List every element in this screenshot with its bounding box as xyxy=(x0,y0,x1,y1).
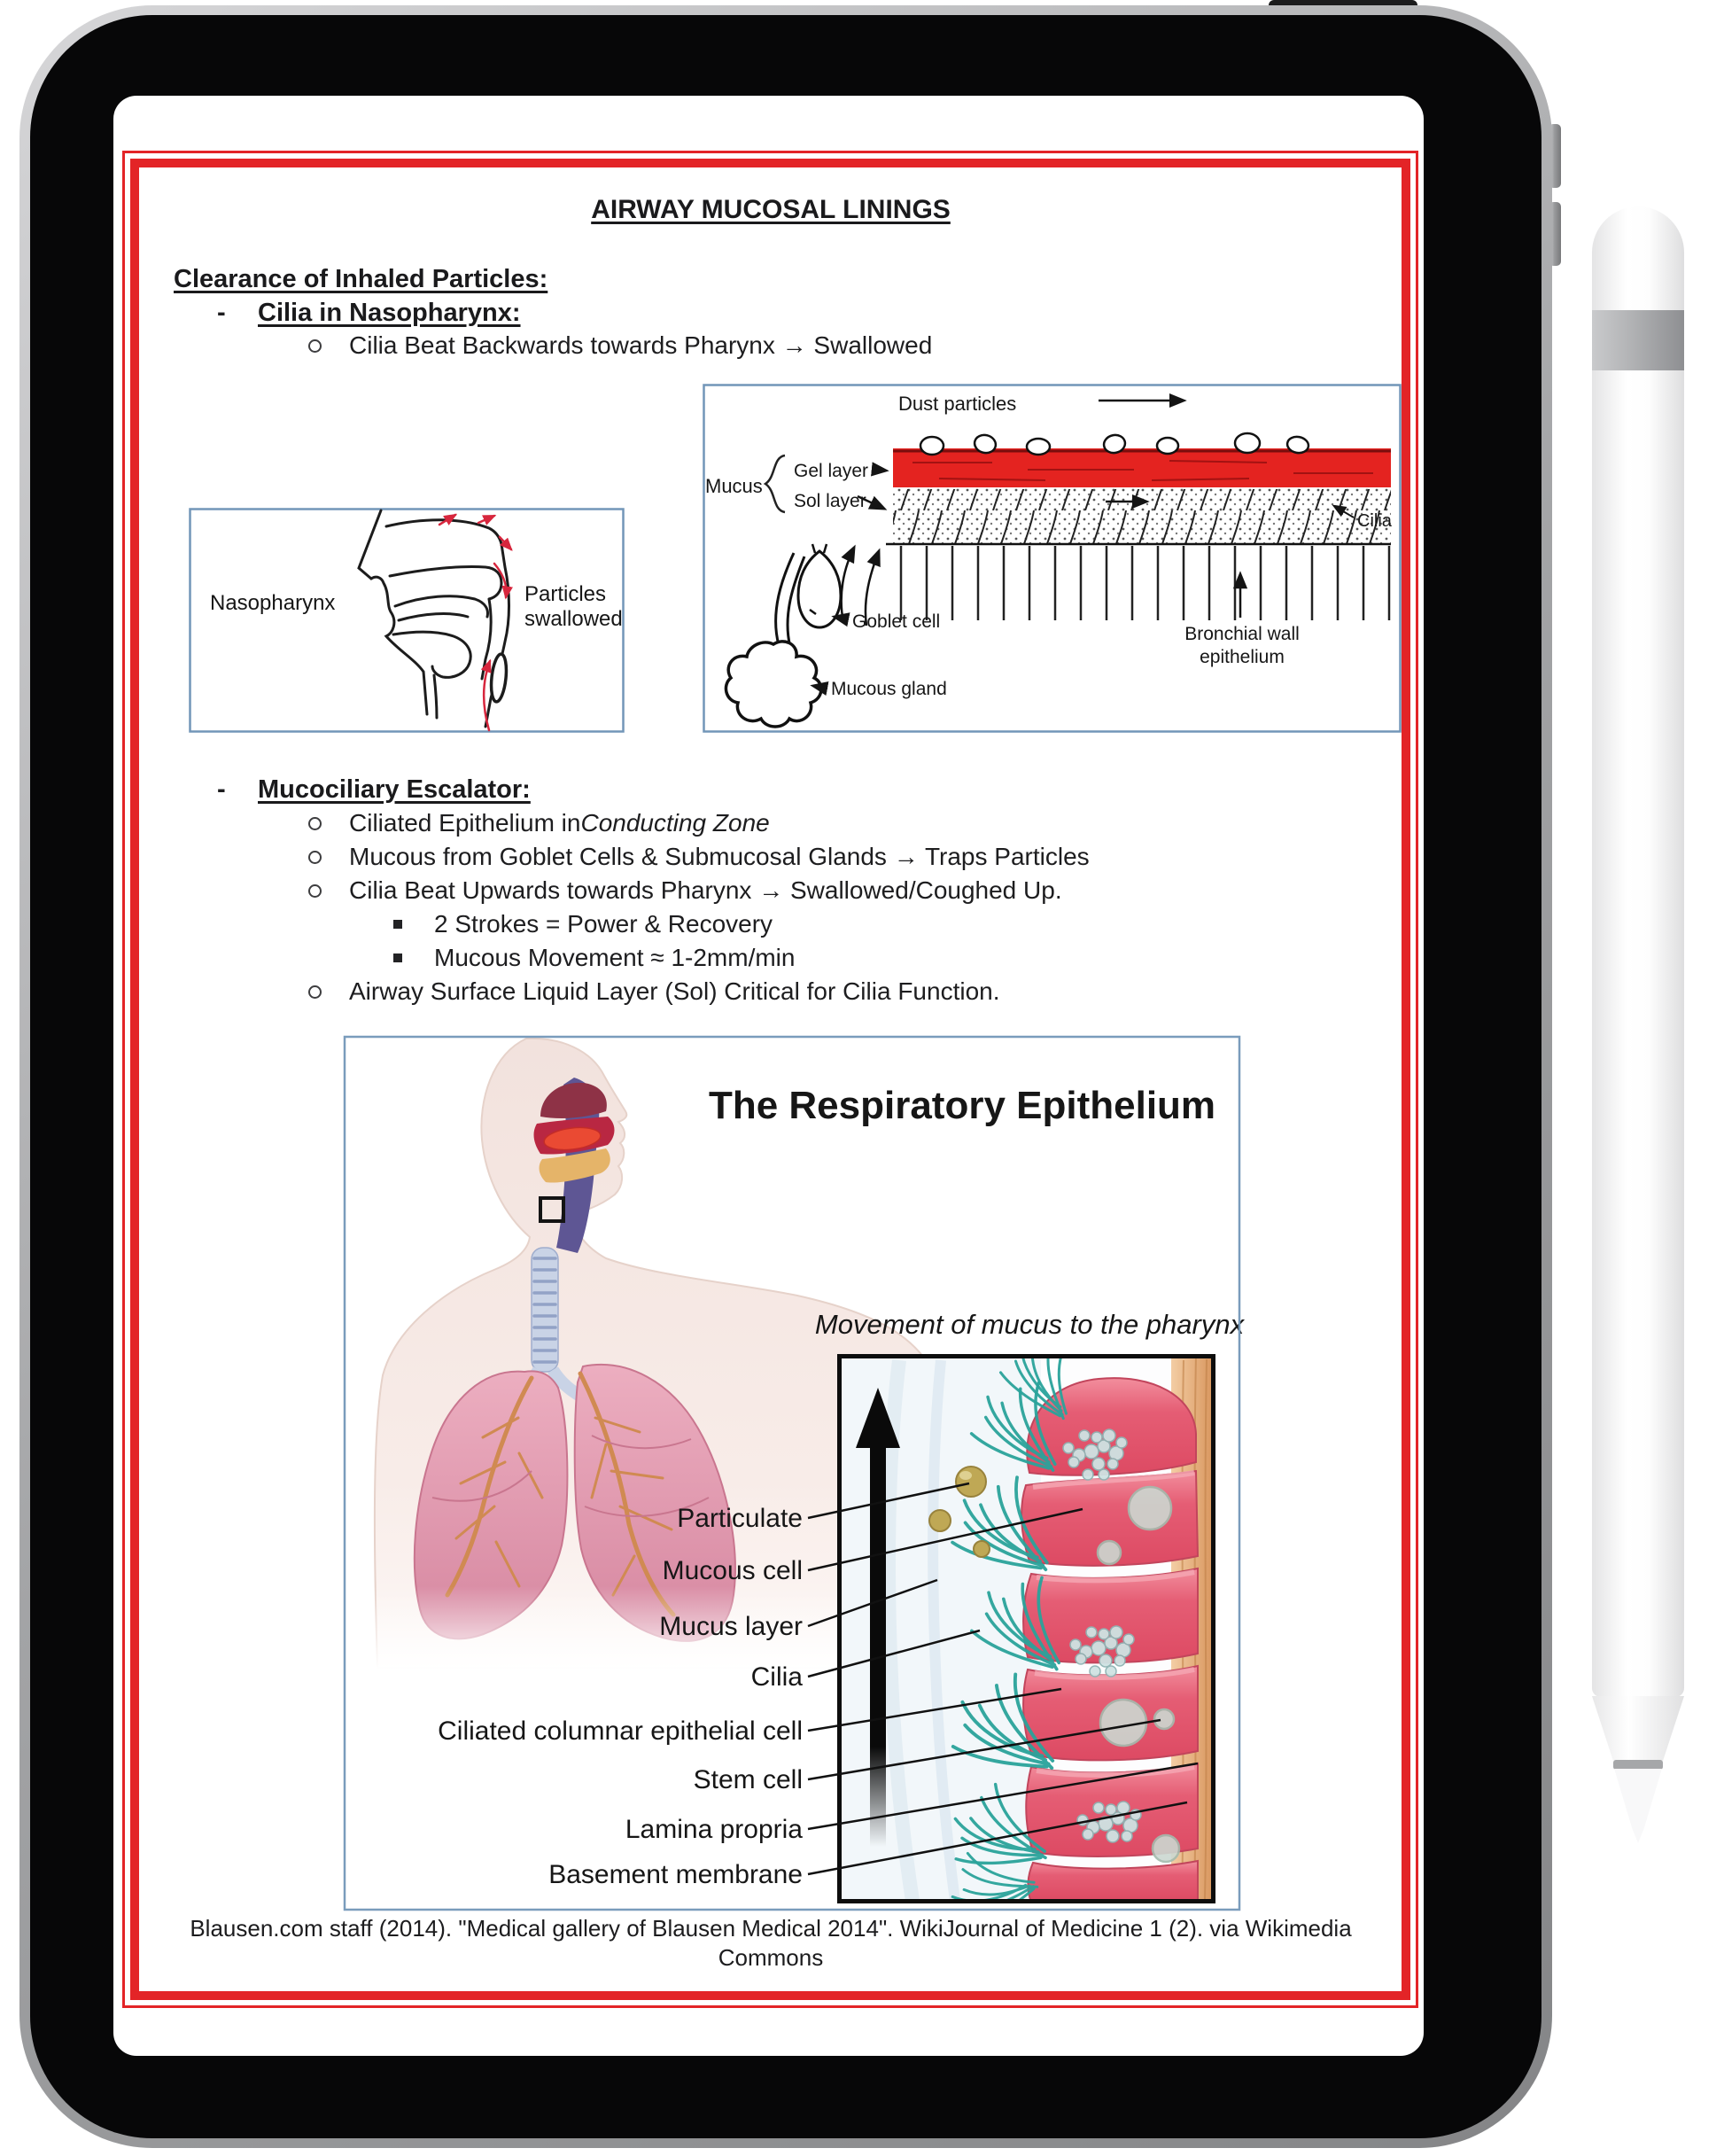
label-mucous-gland: Mucous gland xyxy=(831,679,947,699)
bullet-circle-icon xyxy=(308,851,322,864)
bullet-dash-icon: - xyxy=(217,774,226,804)
svg-text:swallowed: swallowed xyxy=(524,607,623,631)
figure-title: The Respiratory Epithelium xyxy=(708,1084,1216,1127)
label-cilia: Cilia xyxy=(1357,511,1392,531)
label-nasopharynx: Nasopharynx xyxy=(210,591,336,615)
label-cilia: Cilia xyxy=(750,1662,803,1692)
page-title: AIRWAY MUCOSAL LININGS xyxy=(591,195,951,224)
cilia-strokes xyxy=(893,489,1391,544)
label-goblet-cell: Goblet cell xyxy=(852,611,941,632)
gel-layer-band xyxy=(893,448,1391,487)
bullet-square-icon xyxy=(393,953,402,962)
pencil-silver-band xyxy=(1592,310,1684,370)
label-stem-cell: Stem cell xyxy=(693,1765,803,1794)
label-mucous-cell: Mucous cell xyxy=(662,1556,803,1585)
label-dust-particles: Dust particles xyxy=(898,393,1017,415)
list-item: Cilia Beat Upwards towards Pharynx → Swallowed/Coughed Up. xyxy=(308,874,1062,907)
label-lamina-propria: Lamina propria xyxy=(625,1815,803,1844)
label-gel-layer: Gel layer xyxy=(794,461,869,481)
label-particulate: Particulate xyxy=(677,1504,803,1533)
list-item: Mucous Movement ≈ 1-2mm/min xyxy=(393,941,795,975)
bullet-square-icon xyxy=(393,920,402,929)
citation-line-2: Commons xyxy=(718,1944,824,1971)
label-mucus-layer: Mucus layer xyxy=(659,1612,803,1641)
list-item: Mucous from Goblet Cells & Submucosal Glands → Traps Particles xyxy=(308,840,1090,874)
nasopharynx-diagram xyxy=(189,508,625,733)
list-item: Ciliated Epithelium in Conducting Zone xyxy=(308,806,770,840)
mucociliary-diagram xyxy=(703,384,1402,733)
section-heading-escalator: - Mucociliary Escalator: xyxy=(217,774,531,804)
respiratory-epithelium-figure xyxy=(344,1036,1245,1911)
section-heading-clearance: Clearance of Inhaled Particles: xyxy=(174,264,548,293)
epithelium-inset-image xyxy=(837,1329,1215,1945)
list-item: Cilia Beat Backwards towards Pharynx → Swallowed xyxy=(308,329,932,362)
label-basement-membrane: Basement membrane xyxy=(548,1860,803,1889)
list-item: Airway Surface Liquid Layer (Sol) Critical for Cilia Function. xyxy=(308,975,1000,1008)
figure-subtitle: Movement of mucus to the pharynx xyxy=(814,1309,1245,1340)
pencil-body xyxy=(1592,206,1684,1697)
svg-text:epithelium: epithelium xyxy=(1200,647,1285,667)
citation-line-1: Blausen.com staff (2014). "Medical gallery of Blausen Medical 2014". WikiJournal of Medicine 1 (2). via Wikimedia xyxy=(190,1915,1352,1942)
label-ciliated-columnar-cell: Ciliated columnar epithelial cell xyxy=(438,1716,803,1746)
bullet-circle-icon xyxy=(308,817,322,830)
label-particles-swallowed: Particles xyxy=(524,582,607,606)
bullet-circle-icon xyxy=(308,884,322,898)
list-item: 2 Strokes = Power & Recovery xyxy=(393,907,773,941)
bullet-circle-icon xyxy=(308,339,322,353)
pencil-tip xyxy=(1613,1769,1663,1843)
pencil-tip-ring xyxy=(1613,1760,1663,1770)
bullet-circle-icon xyxy=(308,985,322,999)
bullet-dash-icon: - xyxy=(217,298,226,327)
label-bronchial-wall: Bronchial wall xyxy=(1184,624,1300,644)
label-mucus: Mucus xyxy=(705,475,763,497)
subheading-cilia-nasopharynx: - Cilia in Nasopharynx: xyxy=(217,298,521,327)
pencil-taper xyxy=(1592,1696,1684,1761)
epithelium-lines xyxy=(888,546,1391,620)
label-sol-layer: Sol layer xyxy=(794,491,866,511)
dust-particle-blobs xyxy=(920,432,1309,455)
